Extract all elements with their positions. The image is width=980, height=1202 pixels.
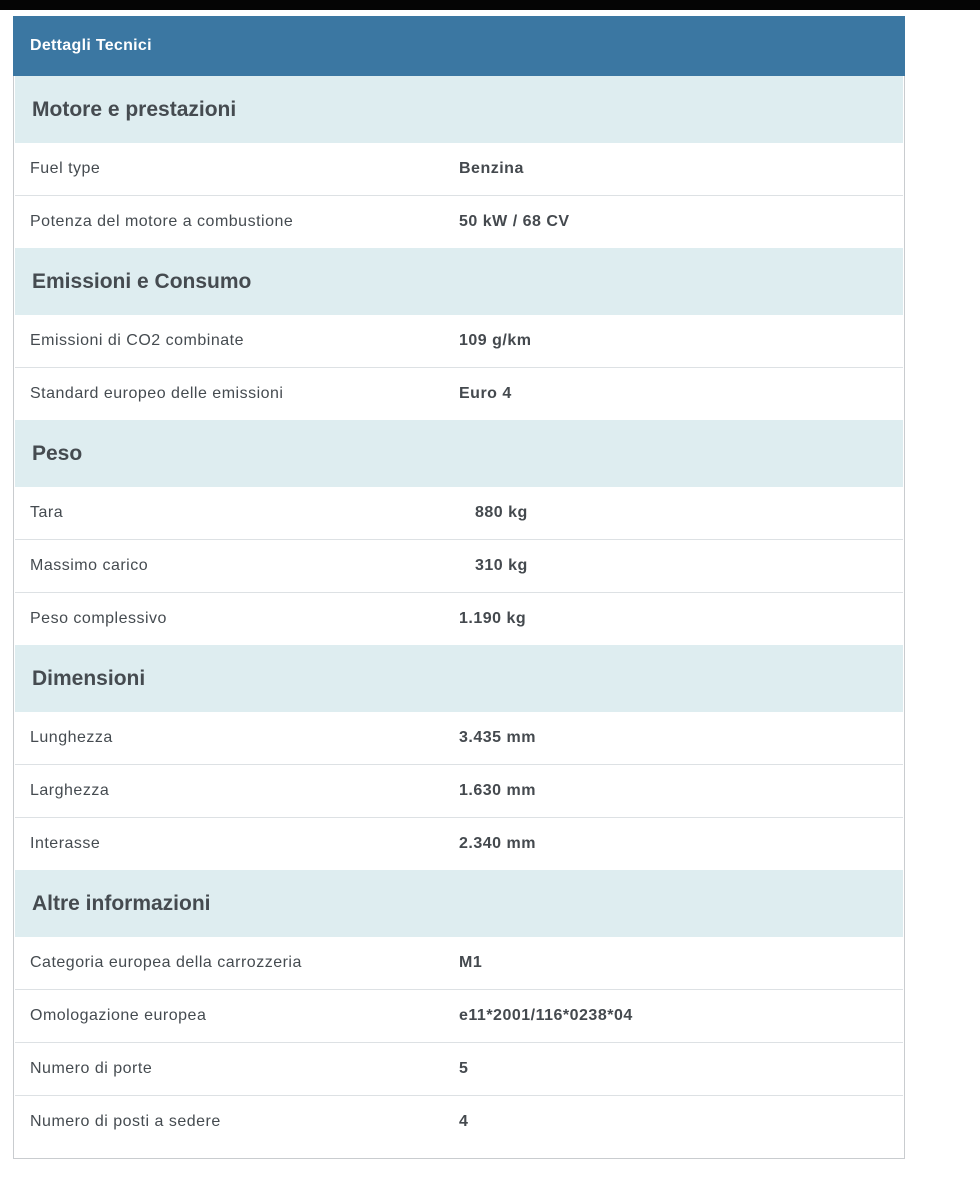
section-title-dimensions: Dimensioni <box>15 645 903 712</box>
spec-label: Omologazione europea <box>30 1007 207 1024</box>
spec-value: 5 <box>459 1060 469 1077</box>
spec-label: Fuel type <box>30 160 101 177</box>
spec-row <box>15 937 903 990</box>
spec-value: 4 <box>459 1113 469 1130</box>
spec-row <box>15 540 903 593</box>
spec-label: Numero di porte <box>30 1060 153 1077</box>
spec-value: Euro 4 <box>459 385 512 402</box>
technical-details-panel <box>13 16 905 1159</box>
spec-value: 50 kW / 68 CV <box>459 213 570 230</box>
section-title-other-info: Altre informazioni <box>15 870 903 937</box>
spec-label: Peso complessivo <box>30 610 167 627</box>
spec-row <box>15 818 903 870</box>
section-title-emissions: Emissioni e Consumo <box>15 248 903 315</box>
spec-value: 310 kg <box>475 557 528 574</box>
spec-value: Benzina <box>459 160 524 177</box>
section-title-engine: Motore e prestazioni <box>15 76 903 143</box>
spec-value: 1.190 kg <box>459 610 527 627</box>
spec-row <box>15 196 903 248</box>
spec-row <box>15 1043 903 1096</box>
spec-label: Emissioni di CO2 combinate <box>30 332 244 349</box>
spec-row <box>15 990 903 1043</box>
spec-label: Numero di posti a sedere <box>30 1113 221 1130</box>
spec-label: Interasse <box>30 835 101 852</box>
spec-row <box>15 1096 903 1148</box>
top-bar <box>0 0 980 10</box>
spec-value: e11*2001/116*0238*04 <box>459 1007 633 1024</box>
spec-value: 880 kg <box>475 504 528 521</box>
spec-label: Larghezza <box>30 782 110 799</box>
spec-row <box>15 593 903 645</box>
panel-title: Dettagli Tecnici <box>13 16 905 76</box>
spec-value: M1 <box>459 954 483 971</box>
spec-value: 109 g/km <box>459 332 532 349</box>
spec-label: Tara <box>30 504 64 521</box>
section-title-weight: Peso <box>15 420 903 487</box>
spec-label: Potenza del motore a combustione <box>30 213 294 230</box>
spec-row <box>15 487 903 540</box>
spec-label: Massimo carico <box>30 557 149 574</box>
spec-row <box>15 765 903 818</box>
spec-row <box>15 368 903 420</box>
spec-value: 1.630 mm <box>459 782 536 799</box>
spec-value: 2.340 mm <box>459 835 536 852</box>
spec-row <box>15 143 903 196</box>
spec-label: Standard europeo delle emissioni <box>30 385 284 402</box>
spec-label: Lunghezza <box>30 729 113 746</box>
spec-row <box>15 315 903 368</box>
spec-label: Categoria europea della carrozzeria <box>30 954 302 971</box>
spec-row <box>15 712 903 765</box>
spec-value: 3.435 mm <box>459 729 536 746</box>
